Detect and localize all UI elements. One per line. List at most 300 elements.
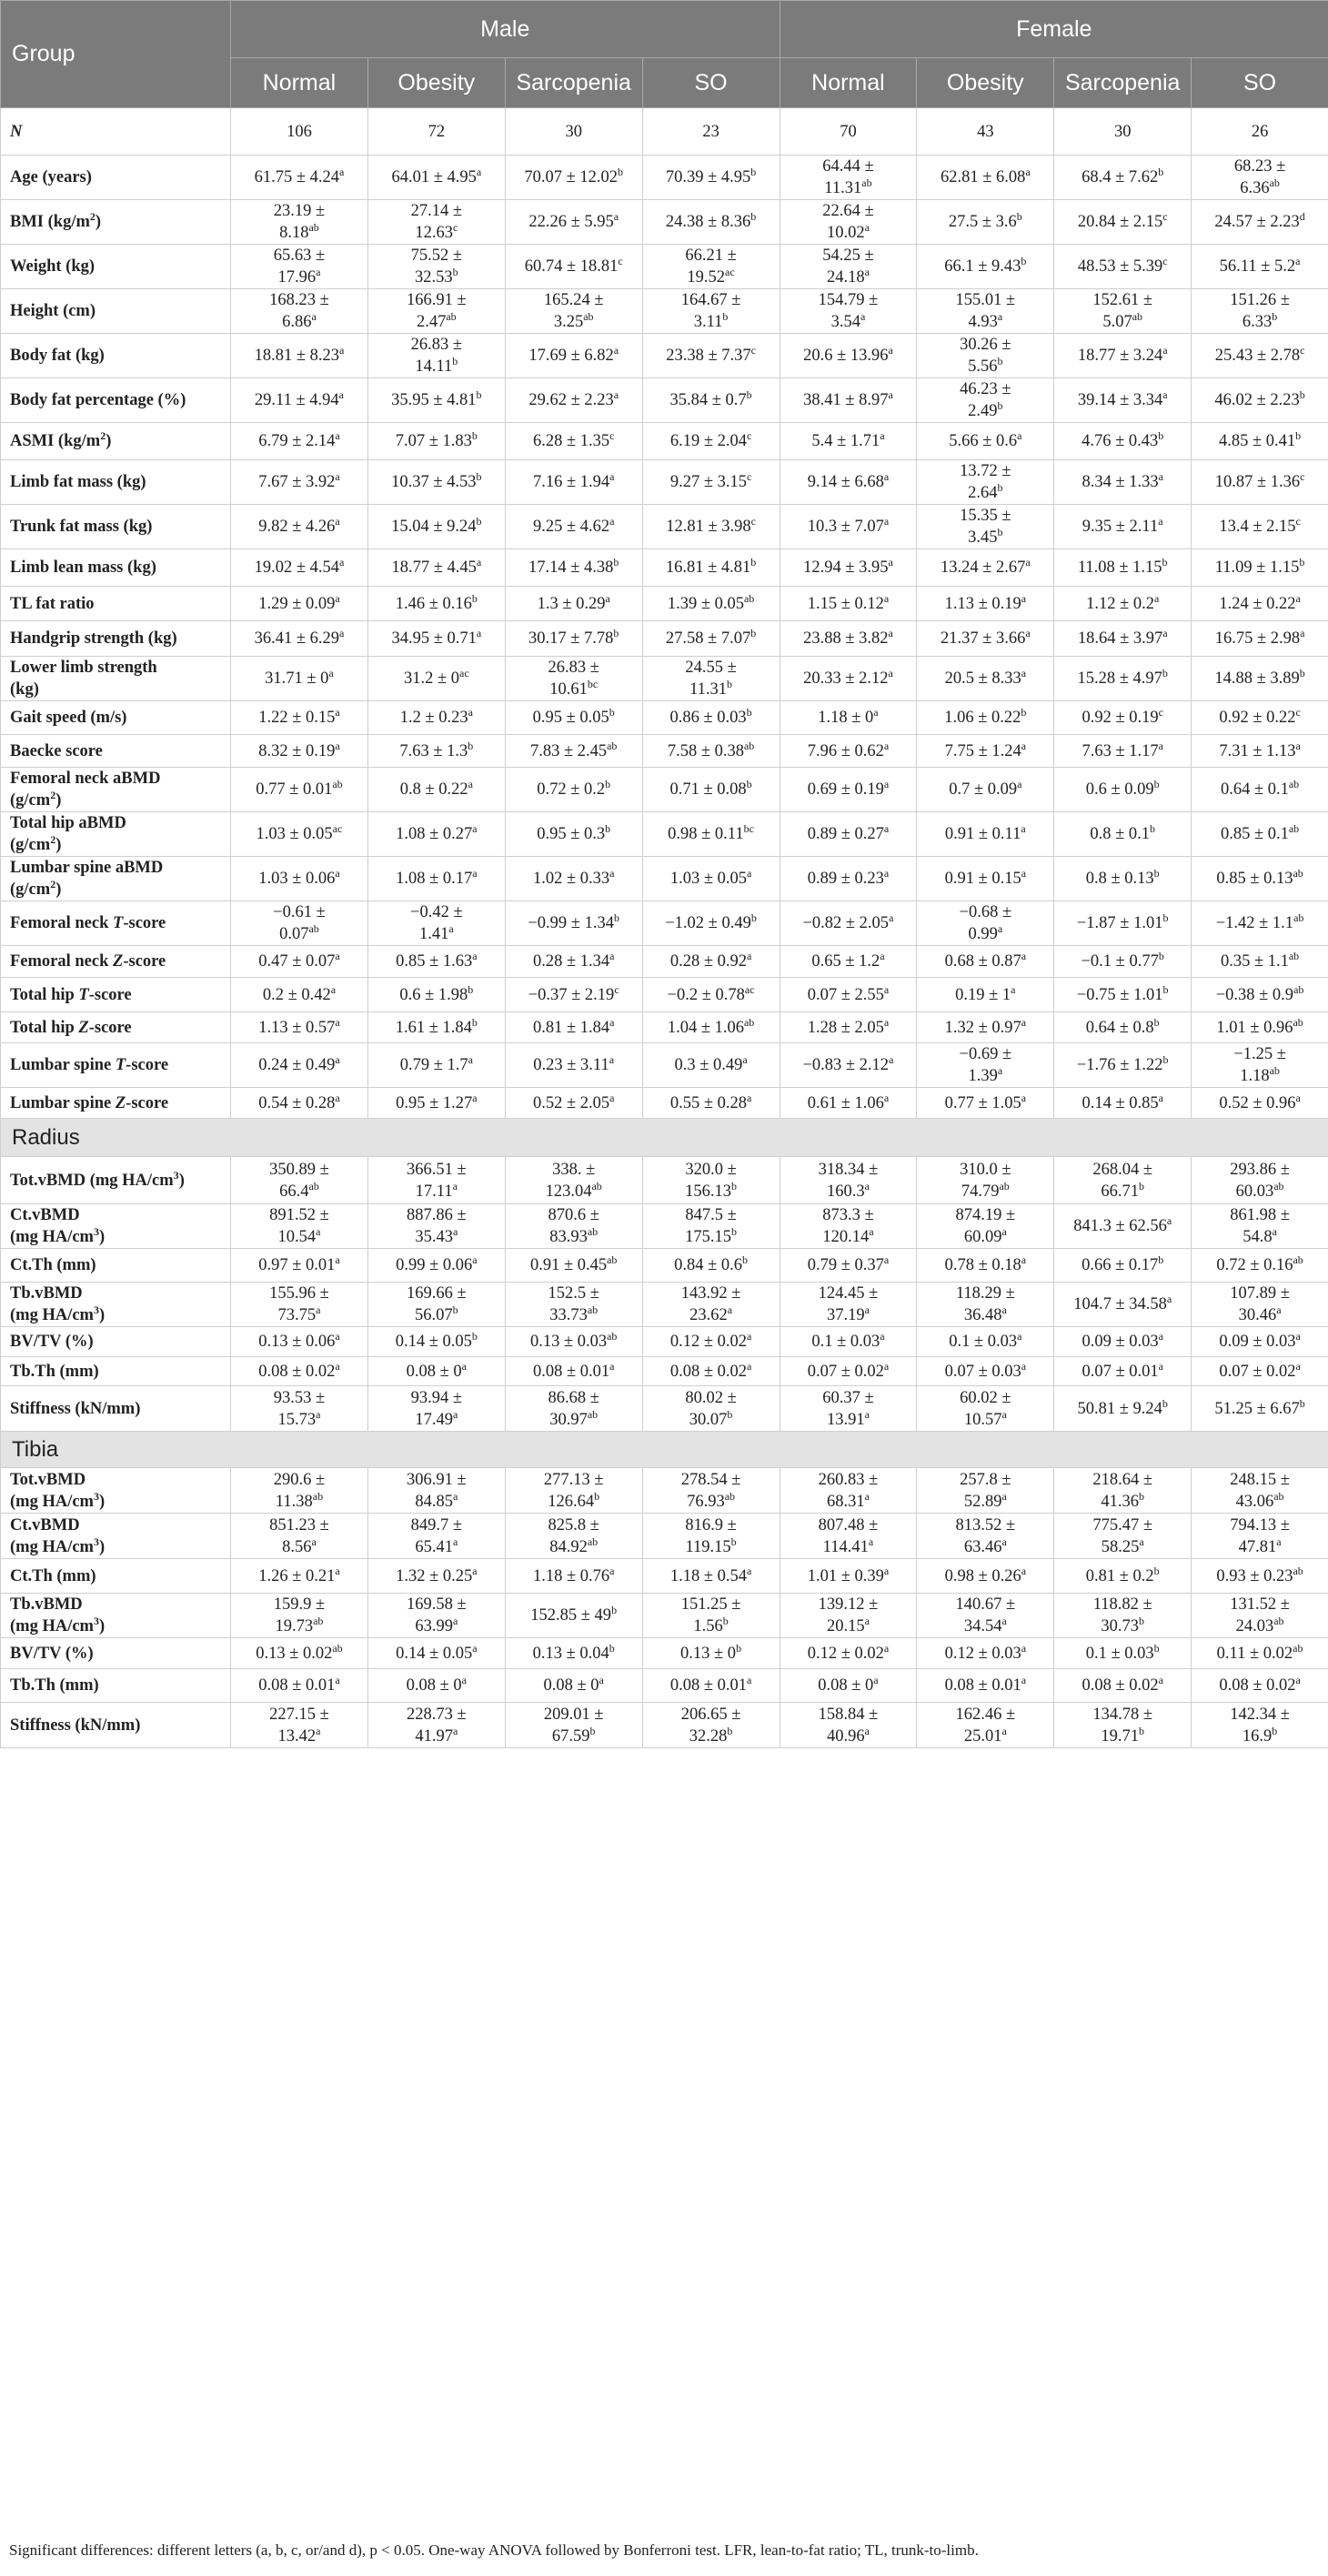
table-cell: 38.41 ± 8.97$^a$ [780,378,917,423]
table-cell: 209.01 ± 67.59$^b$ [505,1703,642,1748]
table-cell: 0.86 ± 0.03$^b$ [642,701,780,735]
table-cell: 0.72 ± 0.16$^{ab}$ [1192,1249,1328,1283]
table-cell: 51.25 ± 6.67$^b$ [1192,1386,1328,1432]
table-cell: 8.34 ± 1.33$^a$ [1054,460,1192,505]
table-cell: 19.02 ± 4.54$^a$ [231,549,368,587]
row-label: Lumbar spine aBMD $(g/cm^2)$ [1,857,231,901]
table-cell: 0.91 ± 0.11$^a$ [917,812,1054,857]
table-cell: 0.07 ± 0.02$^a$ [1192,1357,1328,1386]
table-cell: 24.55 ± 11.31$^b$ [642,657,780,701]
table-cell: 887.86 ± 35.43$^a$ [367,1204,505,1249]
table-cell: 35.95 ± 4.81$^b$ [367,378,505,423]
table-cell: 159.9 ± 19.73$^{ab}$ [231,1594,368,1638]
row-label: Ct.Th (mm) [1,1559,231,1594]
table-cell: 0.14 ± 0.85$^a$ [1054,1088,1192,1119]
table-cell: 155.96 ± 73.75$^a$ [231,1283,368,1327]
table-cell: 9.27 ± 3.15$^c$ [642,460,780,505]
table-cell: 0.98 ± 0.26$^a$ [917,1559,1054,1594]
table-cell: 30.17 ± 7.78$^b$ [505,621,642,657]
table-cell: 775.47 ± 58.25$^a$ [1054,1514,1192,1559]
table-cell: 0.71 ± 0.08$^b$ [642,768,780,812]
table-cell: 0.14 ± 0.05$^b$ [367,1327,505,1357]
table-cell: 1.26 ± 0.21$^a$ [231,1559,368,1594]
table-cell: 0.79 ± 1.7$^a$ [367,1043,505,1088]
table-cell: 350.89 ± 66.4$^{ab}$ [231,1157,368,1204]
table-cell: 257.8 ± 52.89$^a$ [917,1468,1054,1514]
table-cell: 0.68 ± 0.87$^a$ [917,946,1054,978]
table-cell: 277.13 ± 126.64$^b$ [505,1468,642,1514]
row-label: Handgrip strength (kg) [1,621,231,657]
table-cell: 20.33 ± 2.12$^a$ [780,657,917,701]
table-cell: 60.37 ± 13.91$^a$ [780,1386,917,1432]
table-cell: 22.26 ± 5.95$^a$ [505,200,642,245]
table-cell: 0.08 ± 0.02$^a$ [1192,1669,1328,1703]
table-cell: 0.08 ± 0.01$^a$ [231,1669,368,1703]
table-cell: 0.13 ± 0.02$^{ab}$ [231,1638,368,1669]
table-row [1,108,1328,156]
table-cell: −1.25 ± 1.18$^{ab}$ [1192,1043,1328,1088]
table-cell: 1.08 ± 0.27$^a$ [367,812,505,857]
row-label: Body fat (kg) [1,334,231,378]
table-cell: 24.57 ± 2.23$^d$ [1192,200,1328,245]
row-label: Height (cm) [1,289,231,334]
table-row [1,768,1328,812]
table-cell: 0.09 ± 0.03$^a$ [1054,1327,1192,1357]
table-footnote: Significant differences: different letters (a, b, c, or/and d), p < 0.05. One-way ANOVA followed by Bonferroni test. LFR, lean-to-fat ratio; TL, trunk-to-limb. [9,2541,979,2559]
table-cell: 7.31 ± 1.13$^a$ [1192,735,1328,768]
row-label: Ct.vBMD (mg $HA/cm^3$) [1,1204,231,1249]
table-cell: 165.24 ± 3.25$^{ab}$ [505,289,642,334]
table-cell: 62.81 ± 6.08$^a$ [917,156,1054,200]
table-cell: 6.28 ± 1.35$^c$ [505,423,642,460]
table-cell: $0.19 \pm 1^a$ [917,978,1054,1012]
table-cell: 227.15 ± 13.42$^a$ [231,1703,368,1748]
table-cell: 50.81 ± 9.24$^b$ [1054,1386,1192,1432]
table-cell: 366.51 ± 17.11$^a$ [367,1157,505,1204]
row-label: N [1,108,231,156]
table-cell: 1.3 ± 0.29$^a$ [505,587,642,621]
table-cell: 60.02 ± 10.57$^a$ [917,1386,1054,1432]
table-cell: 0.79 ± 0.37$^a$ [780,1249,917,1283]
table-cell: 118.82 ± 30.73$^b$ [1054,1594,1192,1638]
table-cell: 849.7 ± 65.41$^a$ [367,1514,505,1559]
table-cell: 0.1 ± 0.03$^a$ [917,1327,1054,1357]
table-cell: 23.19 ± 8.18$^{ab}$ [231,200,368,245]
subgroup-header: Normal [231,58,368,108]
table-cell: 43 [917,108,1054,156]
subgroup-header: Obesity [917,58,1054,108]
table-row [1,1088,1328,1119]
table-cell: 338. ± 123.04$^{ab}$ [505,1157,642,1204]
table-cell: 131.52 ± 24.03$^{ab}$ [1192,1594,1328,1638]
table-row [1,812,1328,857]
table-row [1,946,1328,978]
table-cell: −0.61 ± 0.07$^{ab}$ [231,901,368,946]
table-row [1,657,1328,701]
row-label: Limb lean mass (kg) [1,549,231,587]
table-cell: 18.77 ± 3.24$^a$ [1054,334,1192,378]
table-cell: 48.53 ± 5.39$^c$ [1054,245,1192,289]
table-cell: 20.6 ± 13.96$^a$ [780,334,917,378]
table-row [1,549,1328,587]
row-label: Total hip Z-score [1,1012,231,1043]
table-cell: 23.38 ± 7.37$^c$ [642,334,780,378]
table-cell: 12.81 ± 3.98$^c$ [642,505,780,549]
table-cell: 158.84 ± 40.96$^a$ [780,1703,917,1748]
table-cell: $0.08 \pm 0^a$ [505,1669,642,1703]
table-cell: 0.52 ± 2.05$^a$ [505,1088,642,1119]
table-cell: 6.79 ± 2.14$^a$ [231,423,368,460]
table-cell: 70.07 ± 12.02$^b$ [505,156,642,200]
table-row [1,1357,1328,1386]
table-cell: 104.7 ± 34.58$^a$ [1054,1283,1192,1327]
table-cell: 310.0 ± 74.79$^{ab}$ [917,1157,1054,1204]
table-cell: 320.0 ± 156.13$^b$ [642,1157,780,1204]
table-cell: 16.81 ± 4.81$^b$ [642,549,780,587]
table-row [1,505,1328,549]
table-cell: 8.32 ± 0.19$^a$ [231,735,368,768]
table-cell: $31.2 \pm 0^{ac}$ [367,657,505,701]
table-cell: 64.01 ± 4.95$^a$ [367,156,505,200]
row-label: BMI $(kg/m^2)$ [1,200,231,245]
table-cell: 228.73 ± 41.97$^a$ [367,1703,505,1748]
table-cell: 15.04 ± 9.24$^b$ [367,505,505,549]
table-cell: 1.02 ± 0.33$^a$ [505,857,642,901]
table-cell: 13.24 ± 2.67$^a$ [917,549,1054,587]
row-label: ASMI $(kg/m^2)$ [1,423,231,460]
table-cell: 0.78 ± 0.18$^a$ [917,1249,1054,1283]
table-row [1,378,1328,423]
table-cell: 0.85 ± 0.13$^{ab}$ [1192,857,1328,901]
table-row [1,1327,1328,1357]
table-row [1,587,1328,621]
table-cell: 7.67 ± 3.92$^a$ [231,460,368,505]
table-cell: 154.79 ± 3.54$^a$ [780,289,917,334]
table-cell: −0.1 ± 0.77$^b$ [1054,946,1192,978]
table-cell: 152.5 ± 33.73$^{ab}$ [505,1283,642,1327]
table-row [1,200,1328,245]
table-cell: 56.11 ± 5.2$^a$ [1192,245,1328,289]
table-cell: 0.13 ± 0.04$^b$ [505,1638,642,1669]
table-cell: 30.26 ± 5.56$^b$ [917,334,1054,378]
table-cell: 5.4 ± 1.71$^a$ [780,423,917,460]
table-cell: 11.09 ± 1.15$^b$ [1192,549,1328,587]
table-cell: 0.89 ± 0.27$^a$ [780,812,917,857]
table-cell: −0.99 ± 1.34$^b$ [505,901,642,946]
table-row [1,1204,1328,1249]
row-label: Lumbar spine Z-score [1,1088,231,1119]
row-label: Ct.vBMD (mg $HA/cm^3$) [1,1514,231,1559]
row-label: Tot.vBMD (mg $HA/cm^3$) [1,1157,231,1204]
row-label: Tb.Th (mm) [1,1669,231,1703]
table-cell: 0.8 ± 0.22$^a$ [367,768,505,812]
table-cell: 134.78 ± 19.71$^b$ [1054,1703,1192,1748]
table-cell: 29.11 ± 4.94$^a$ [231,378,368,423]
table-cell: 7.07 ± 1.83$^b$ [367,423,505,460]
table-cell: 140.67 ± 34.54$^a$ [917,1594,1054,1638]
row-label: TL fat ratio [1,587,231,621]
table-cell: 11.08 ± 1.15$^b$ [1054,549,1192,587]
table-cell: 1.32 ± 0.97$^a$ [917,1012,1054,1043]
table-cell: 10.37 ± 4.53$^b$ [367,460,505,505]
row-label: Stiffness (kN/mm) [1,1386,231,1432]
male-header: Male [231,1,780,58]
table-row [1,1012,1328,1043]
table-cell: 54.25 ± 24.18$^a$ [780,245,917,289]
section-row [1,1432,1328,1468]
table-cell: 0.81 ± 0.2$^b$ [1054,1559,1192,1594]
female-header: Female [780,1,1328,58]
table-cell: 206.65 ± 32.28$^b$ [642,1703,780,1748]
subgroup-header: Sarcopenia [505,58,642,108]
table-cell: 162.46 ± 25.01$^a$ [917,1703,1054,1748]
table-row [1,1249,1328,1283]
table-cell: 22.64 ± 10.02$^a$ [780,200,917,245]
table-cell: 1.03 ± 0.05$^a$ [642,857,780,901]
table-cell: −0.2 ± 0.78$^{ac}$ [642,978,780,1012]
table-cell: 218.64 ± 41.36$^b$ [1054,1468,1192,1514]
table-cell: 143.92 ± 23.62$^a$ [642,1283,780,1327]
table-cell: 139.12 ± 20.15$^a$ [780,1594,917,1638]
table-cell: 0.2 ± 0.42$^a$ [231,978,368,1012]
table-cell: 306.91 ± 84.85$^a$ [367,1468,505,1514]
table-cell: 0.92 ± 0.19$^c$ [1054,701,1192,735]
table-cell: 1.29 ± 0.09$^a$ [231,587,368,621]
table-cell: 0.6 ± 0.09$^b$ [1054,768,1192,812]
table-cell: 794.13 ± 47.81$^a$ [1192,1514,1328,1559]
table-cell: 0.08 ± 0.01$^a$ [505,1357,642,1386]
row-label: BV/TV (%) [1,1638,231,1669]
table-row [1,245,1328,289]
table-cell: 65.63 ± 17.96$^a$ [231,245,368,289]
table-cell: 870.6 ± 83.93$^{ab}$ [505,1204,642,1249]
table-cell: 0.08 ± 0.01$^a$ [917,1669,1054,1703]
table-cell: 1.06 ± 0.22$^b$ [917,701,1054,735]
table-cell: 0.11 ± 0.02$^{ab}$ [1192,1638,1328,1669]
table-cell: −0.42 ± 1.41$^a$ [367,901,505,946]
table-cell: 1.24 ± 0.22$^a$ [1192,587,1328,621]
table-cell: 807.48 ± 114.41$^a$ [780,1514,917,1559]
table-cell: 7.63 ± 1.3$^b$ [367,735,505,768]
table-cell: 17.69 ± 6.82$^a$ [505,334,642,378]
table-cell: 9.25 ± 4.62$^a$ [505,505,642,549]
table-cell: 26.83 ± 10.61$^{bc}$ [505,657,642,701]
table-cell: 27.58 ± 7.07$^b$ [642,621,780,657]
table-cell: $31.71 \pm 0^a$ [231,657,368,701]
table-cell: 86.68 ± 30.97$^{ab}$ [505,1386,642,1432]
row-label: Lumbar spine T-score [1,1043,231,1088]
table-cell: 4.76 ± 0.43$^b$ [1054,423,1192,460]
table-cell: 4.85 ± 0.41$^b$ [1192,423,1328,460]
table-cell: 1.13 ± 0.57$^a$ [231,1012,368,1043]
table-cell: 20.84 ± 2.15$^c$ [1054,200,1192,245]
table-cell: −1.76 ± 1.22$^b$ [1054,1043,1192,1088]
table-cell: 0.07 ± 0.01$^a$ [1054,1357,1192,1386]
table-cell: 60.74 ± 18.81$^c$ [505,245,642,289]
table-cell: 35.84 ± 0.7$^b$ [642,378,780,423]
table-cell: 1.13 ± 0.19$^a$ [917,587,1054,621]
table-cell: 26.83 ± 14.11$^b$ [367,334,505,378]
table-cell: 1.12 ± 0.2$^a$ [1054,587,1192,621]
table-cell: 0.12 ± 0.02$^a$ [780,1638,917,1669]
table-cell: 66.21 ± 19.52$^{ac}$ [642,245,780,289]
table-cell: −0.82 ± 2.05$^a$ [780,901,917,946]
table-cell: 7.58 ± 0.38$^{ab}$ [642,735,780,768]
table-cell: $0.08 \pm 0^a$ [367,1669,505,1703]
table-cell: 0.14 ± 0.05$^a$ [367,1638,505,1669]
table-cell: 1.18 ± 0.54$^a$ [642,1559,780,1594]
subgroup-header: SO [1192,58,1328,108]
table-cell: 72 [367,108,505,156]
table-cell: 93.94 ± 17.49$^a$ [367,1386,505,1432]
table-cell: 0.6 ± 1.98$^b$ [367,978,505,1012]
table-cell: 30 [505,108,642,156]
table-cell: 6.19 ± 2.04$^c$ [642,423,780,460]
table-cell: 106 [231,108,368,156]
table-row [1,460,1328,505]
table-cell: 24.38 ± 8.36$^b$ [642,200,780,245]
table-cell: 169.66 ± 56.07$^b$ [367,1283,505,1327]
section-label: Radius [1,1119,1328,1157]
table-cell: −1.42 ± 1.1$^{ab}$ [1192,901,1328,946]
table-row [1,1669,1328,1703]
row-label: Tot.vBMD (mg $HA/cm^3$) [1,1468,231,1514]
table-cell: 1.46 ± 0.16$^b$ [367,587,505,621]
row-label: Trunk fat mass (kg) [1,505,231,549]
table-cell: 0.1 ± 0.03$^b$ [1054,1638,1192,1669]
section-label: Tibia [1,1432,1328,1468]
table-cell: 0.8 ± 0.1$^b$ [1054,812,1192,857]
table-row [1,621,1328,657]
table-cell: 0.84 ± 0.6$^b$ [642,1249,780,1283]
table-row [1,1157,1328,1204]
table-cell: 1.15 ± 0.12$^a$ [780,587,917,621]
row-label: Stiffness (kN/mm) [1,1703,231,1748]
table-cell: 0.28 ± 0.92$^a$ [642,946,780,978]
table-cell: 152.61 ± 5.07$^{ab}$ [1054,289,1192,334]
table-cell: 1.2 ± 0.23$^a$ [367,701,505,735]
table-cell: 825.8 ± 84.92$^{ab}$ [505,1514,642,1559]
table-cell: 0.99 ± 0.06$^a$ [367,1249,505,1283]
table-cell: 0.13 ± 0.06$^a$ [231,1327,368,1357]
table-cell: −0.75 ± 1.01$^b$ [1054,978,1192,1012]
table-cell: 1.22 ± 0.15$^a$ [231,701,368,735]
table-cell: 0.97 ± 0.01$^a$ [231,1249,368,1283]
table-cell: 1.04 ± 1.06$^{ab}$ [642,1012,780,1043]
row-label: Total hip T-score [1,978,231,1012]
table-cell: 25.43 ± 2.78$^c$ [1192,334,1328,378]
table-cell: 0.55 ± 0.28$^a$ [642,1088,780,1119]
table-cell: 36.41 ± 6.29$^a$ [231,621,368,657]
row-label: Weight (kg) [1,245,231,289]
table-cell: −0.37 ± 2.19$^c$ [505,978,642,1012]
table-cell: 0.07 ± 0.02$^a$ [780,1357,917,1386]
table-cell: 0.08 ± 0.02$^a$ [231,1357,368,1386]
table-cell: 1.01 ± 0.96$^{ab}$ [1192,1012,1328,1043]
table-cell: 9.14 ± 6.68$^a$ [780,460,917,505]
table-cell: 248.15 ± 43.06$^{ab}$ [1192,1468,1328,1514]
table-cell: 12.94 ± 3.95$^a$ [780,549,917,587]
row-label: Total hip aBMD $(g/cm^2)$ [1,812,231,857]
table-cell: 873.3 ± 120.14$^a$ [780,1204,917,1249]
table-cell: 17.14 ± 4.38$^b$ [505,549,642,587]
table-cell: 0.8 ± 0.13$^b$ [1054,857,1192,901]
row-label: Femoral neck aBMD $(g/cm^2)$ [1,768,231,812]
table-cell: 7.16 ± 1.94$^a$ [505,460,642,505]
table-cell: 1.39 ± 0.05$^{ab}$ [642,587,780,621]
table-row [1,1386,1328,1432]
table-cell: 7.96 ± 0.62$^a$ [780,735,917,768]
table-row [1,901,1328,946]
table-cell: 68.4 ± 7.62$^b$ [1054,156,1192,200]
table-cell: 27.14 ± 12.63$^c$ [367,200,505,245]
table-cell: 18.81 ± 8.23$^a$ [231,334,368,378]
row-label: Ct.Th (mm) [1,1249,231,1283]
table-cell: 0.69 ± 0.19$^a$ [780,768,917,812]
table-cell: 0.95 ± 0.05$^b$ [505,701,642,735]
table-cell: 0.64 ± 0.1$^{ab}$ [1192,768,1328,812]
table-cell: 18.64 ± 3.97$^a$ [1054,621,1192,657]
table-cell: 0.91 ± 0.45$^{ab}$ [505,1249,642,1283]
table-cell: 0.95 ± 1.27$^a$ [367,1088,505,1119]
table-cell: 13.72 ± 2.64$^b$ [917,460,1054,505]
table-cell: 0.64 ± 0.8$^b$ [1054,1012,1192,1043]
table-cell: −0.38 ± 0.9$^{ab}$ [1192,978,1328,1012]
table-row [1,1703,1328,1748]
table-cell: 0.3 ± 0.49$^a$ [642,1043,780,1088]
row-label: Lower limb strength (kg) [1,657,231,701]
table-row [1,701,1328,735]
table-cell: $0.13 \pm 0^b$ [642,1638,780,1669]
table-cell: 293.86 ± 60.03$^{ab}$ [1192,1157,1328,1204]
table-cell: 0.24 ± 0.49$^a$ [231,1043,368,1088]
table-cell: 268.04 ± 66.71$^b$ [1054,1157,1192,1204]
table-cell: 142.34 ± 16.9$^b$ [1192,1703,1328,1748]
table-cell: 0.08 ± 0.01$^a$ [642,1669,780,1703]
table-cell: 0.12 ± 0.03$^a$ [917,1638,1054,1669]
table-cell: 1.03 ± 0.05$^{ac}$ [231,812,368,857]
table-cell: 14.88 ± 3.89$^b$ [1192,657,1328,701]
row-label: Baecke score [1,735,231,768]
table-cell: 0.72 ± 0.2$^b$ [505,768,642,812]
table-row [1,1283,1328,1327]
table-cell: 874.19 ± 60.09$^a$ [917,1204,1054,1249]
table-cell: 0.28 ± 1.34$^a$ [505,946,642,978]
table-row [1,1559,1328,1594]
subgroup-header: Sarcopenia [1054,58,1192,108]
table-cell: 15.28 ± 4.97$^b$ [1054,657,1192,701]
table-cell: 46.23 ± 2.49$^b$ [917,378,1054,423]
table-cell: 0.23 ± 3.11$^a$ [505,1043,642,1088]
table-cell: 5.66 ± 0.6$^a$ [917,423,1054,460]
table-cell: 260.83 ± 68.31$^a$ [780,1468,917,1514]
table-cell: 0.89 ± 0.23$^a$ [780,857,917,901]
table-cell: 1.18 ± 0.76$^a$ [505,1559,642,1594]
table-cell: 166.91 ± 2.47$^{ab}$ [367,289,505,334]
table-cell: 0.47 ± 0.07$^a$ [231,946,368,978]
table-cell: 0.98 ± 0.11$^{bc}$ [642,812,780,857]
table-row [1,1468,1328,1514]
table-cell: 23.88 ± 3.82$^a$ [780,621,917,657]
table-cell: 0.66 ± 0.17$^b$ [1054,1249,1192,1283]
table-cell: 9.82 ± 4.26$^a$ [231,505,368,549]
table-cell: −1.02 ± 0.49$^b$ [642,901,780,946]
table-row [1,334,1328,378]
table-cell: 68.23 ± 6.36$^{ab}$ [1192,156,1328,200]
table-cell: $152.85 \pm 49^b$ [505,1594,642,1638]
table-cell: 0.77 ± 1.05$^a$ [917,1088,1054,1119]
table-cell: $1.18 \pm 0^a$ [780,701,917,735]
